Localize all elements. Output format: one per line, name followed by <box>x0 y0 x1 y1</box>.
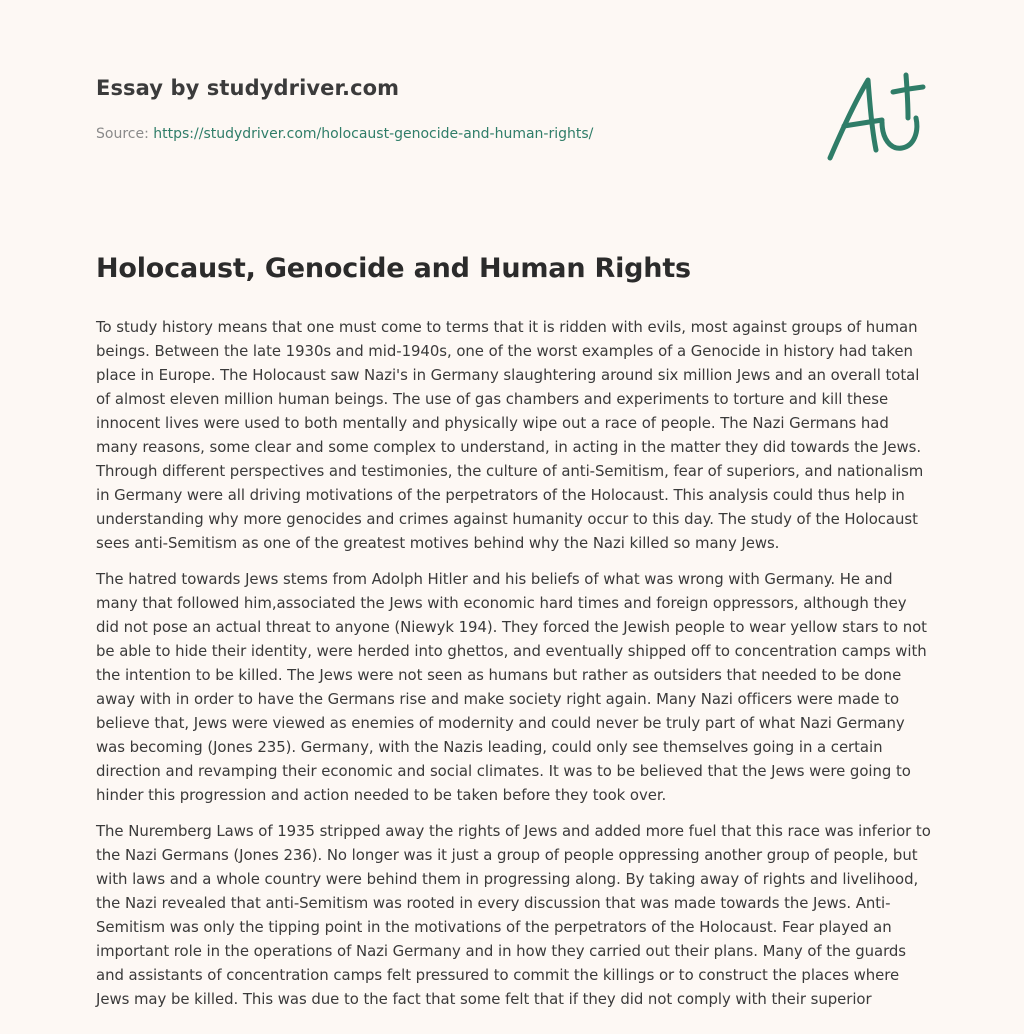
source-line <box>96 126 796 142</box>
source-label: Source: <box>96 126 154 142</box>
essay-header <box>96 76 796 142</box>
source-link[interactable]: https://studydriver.com/holocaust-genocide-and-human-rights/ <box>153 126 594 142</box>
essay-paragraph: The hatred towards Jews stems from Adolph Hitler and his beliefs of what was wrong with Germany. He and many that followed him,associated the Jews with economic hard times and foreign oppressors, although they did not pose an actual threat to anyone (Niewyk 194). They forced the Jewish people to wear yellow stars to not be able to hide their identity, were herded into ghettos, and eventually shipped off to concentration camps with the intention to be killed. The Jews were not seen as humans but rather as outsiders that needed to be done away with in order to have the Germans rise and make society right again. Many Nazi officers were made to believe that, Jews were viewed as enemies of modernity and could never be truly part of what Nazi Germany was becoming (Jones 235). Germany, with the Nazis leading, could only see themselves going in a certain direction and revamping their economic and social climates. It was to be believed that the Jews were going to hinder this progression and action needed to be taken before they took over. <box>96 570 927 804</box>
essay-title: Holocaust, Genocide and Human Rights <box>96 253 691 284</box>
essay-paragraph: The Nuremberg Laws of 1935 stripped away the rights of Jews and added more fuel that this race was inferior to the Nazi Germans (Jones 236). No longer was it just a group of people oppressing another group of people, but with laws and a whole country were behind them in progressing along. By taking away of rights and livelihood, the Nazi revealed that anti-Semitism was rooted in every discussion that was made towards the Jews. Anti-Semitism was only the tipping point in the motivations of the perpetrators of the Holocaust. Fear played an important role in the operations of Nazi Germany and in how they carried out their plans. Many of the guards and assistants of concentration camps felt pressured to commit the killings or to construct the places where Jews may be killed. This was due to the fact that some felt that if they did not comply with their superior <box>96 822 931 1008</box>
essay-body <box>96 315 932 1023</box>
site-brand: Essay by studydriver.com <box>96 76 400 100</box>
essay-paragraph: To study history means that one must come to terms that it is ridden with evils, most against groups of human beings. Between the late 1930s and mid-1940s, one of the worst examples of a Genocide in history had taken place in Europe. The Holocaust saw Nazi's in Germany slaughtering around six million Jews and an overall total of almost eleven million human beings. The use of gas chambers and experiments to torture and kill these innocent lives were used to both mentally and physically wipe out a race of people. The Nazi Germans had many reasons, some clear and some complex to understand, in acting in the matter they did towards the Jews. Through different perspectives and testimonies, the culture of anti-Semitism, fear of superiors, and nationalism in Germany were all driving motivations of the perpetrators of the Holocaust. This analysis could thus help in understanding why more genocides and crimes against humanity occur to this day. The study of the Holocaust sees anti-Semitism as one of the greatest motives behind why the Nazi killed so many Jews. <box>96 318 924 552</box>
a-plus-grade-icon <box>820 66 930 166</box>
